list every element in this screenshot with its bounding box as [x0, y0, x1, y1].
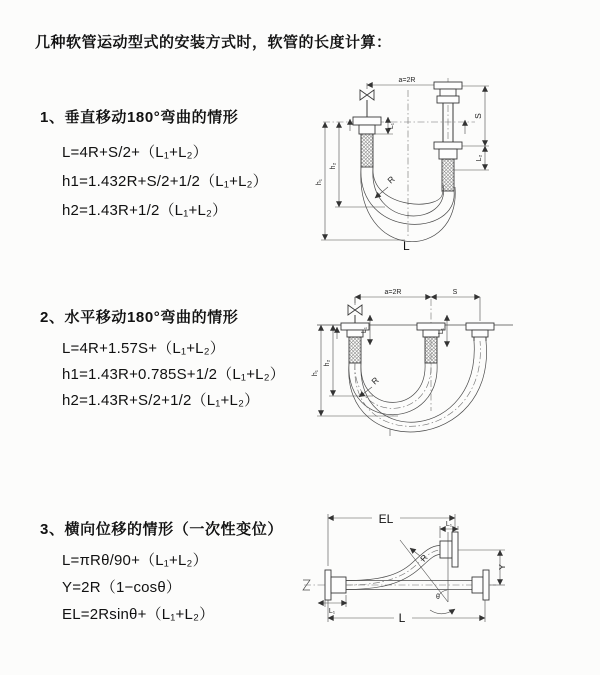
dim-label-s: S: [452, 289, 458, 296]
section-2-formula-h1: h1=1.43R+0.785S+1/2（L₁+L₂）: [62, 366, 285, 383]
dim-label-l1-bottom: L₁: [328, 608, 336, 615]
section-3-formula-L: L=πRθ/90+（L₁+L₂）: [62, 552, 208, 569]
hose-braid: [361, 134, 373, 167]
dim-label-h1: h₁: [312, 369, 319, 377]
dim-label-l1: L₁: [388, 122, 395, 130]
hose-braid: [349, 337, 361, 363]
dimension-h2: [330, 122, 385, 207]
section-3-heading: 3、横向位移的情形（一次性变位）: [40, 521, 283, 538]
diagram-horizontal-180: [313, 283, 598, 468]
dim-label-h2: h₂: [330, 162, 337, 170]
dim-label-l-total: L: [398, 611, 406, 625]
dim-label-l1-mid: L₁: [438, 327, 445, 335]
section-horizontal-180: [40, 306, 285, 414]
dim-label-h1: h₁: [316, 178, 323, 186]
section-3-formula-EL: EL=2Rsinθ+（L₁+L₂）: [62, 606, 215, 623]
dim-label-l1-left: L₁: [361, 326, 368, 334]
dim-label-r: R: [418, 552, 430, 564]
page-title: 几种软管运动型式的安装方式时，软管的长度计算：: [35, 34, 392, 52]
section-3-formula-Y: Y=2R（1−cosθ）: [62, 579, 182, 596]
section-lateral-displacement: [40, 518, 283, 628]
section-1-heading: 1、垂直移动180°弯曲的情形: [40, 109, 239, 126]
dim-label-theta: θ: [436, 594, 440, 601]
dim-label-s: S: [473, 113, 483, 119]
dimension-a2r: [355, 289, 480, 321]
upper-flange: [440, 532, 458, 567]
right-pipe-fitting: [434, 82, 465, 191]
dimension-l1-bottom: [318, 595, 347, 615]
left-pipe-fitting: [350, 117, 381, 167]
hose-braid: [425, 337, 437, 363]
dim-label-a2r: a=2R: [398, 77, 416, 84]
dimension-el: [328, 512, 455, 566]
valve-icon: [360, 90, 374, 117]
u-hose-original: [349, 363, 437, 415]
dim-label-r: R: [369, 375, 381, 387]
section-2-formula-h2: h2=1.43R+S/2+1/2（L₁+L₂）: [62, 392, 260, 409]
hose-braid: [442, 159, 454, 191]
dim-label-h2: h₂: [324, 359, 331, 367]
dimension-l-total: [328, 600, 485, 625]
diagram-lateral-displacement: [300, 500, 600, 655]
dimension-s: [431, 289, 480, 297]
centerlines: [317, 299, 513, 411]
dim-label-r: R: [385, 174, 397, 186]
dim-label-a2r: a=2R: [384, 289, 402, 296]
dim-label-el: EL: [378, 512, 394, 526]
u-hose-displaced: [349, 341, 487, 436]
dim-label-l-total: L: [403, 239, 410, 253]
section-1-formula-h2: h2=1.43R+1/2（L₁+L₂）: [62, 202, 228, 219]
left-flange: [325, 570, 346, 600]
dim-label-y: Y: [497, 564, 507, 570]
section-2-formula-L: L=4R+1.57S+（L₁+L₂）: [62, 340, 225, 357]
section-1-formula-h1: h1=1.432R+S/2+1/2（L₁+L₂）: [62, 173, 268, 190]
section-1-formula-L: L=4R+S/2+（L₁+L₂）: [62, 144, 208, 161]
dimension-l1-mid: [438, 315, 447, 347]
dimension-l2: [454, 146, 489, 170]
dim-label-l2: L₂: [476, 154, 483, 162]
dim-label-l1-top: L₁: [445, 521, 453, 528]
valve-icon: [348, 297, 362, 323]
right-pipe-fitting: [466, 323, 494, 341]
s-curve-hose-displaced: [346, 546, 440, 590]
section-vertical-180: [40, 106, 268, 225]
section-2-heading: 2、水平移动180°弯曲的情形: [40, 309, 239, 326]
diagram-vertical-180: [315, 70, 590, 270]
dimension-s: [462, 86, 489, 146]
